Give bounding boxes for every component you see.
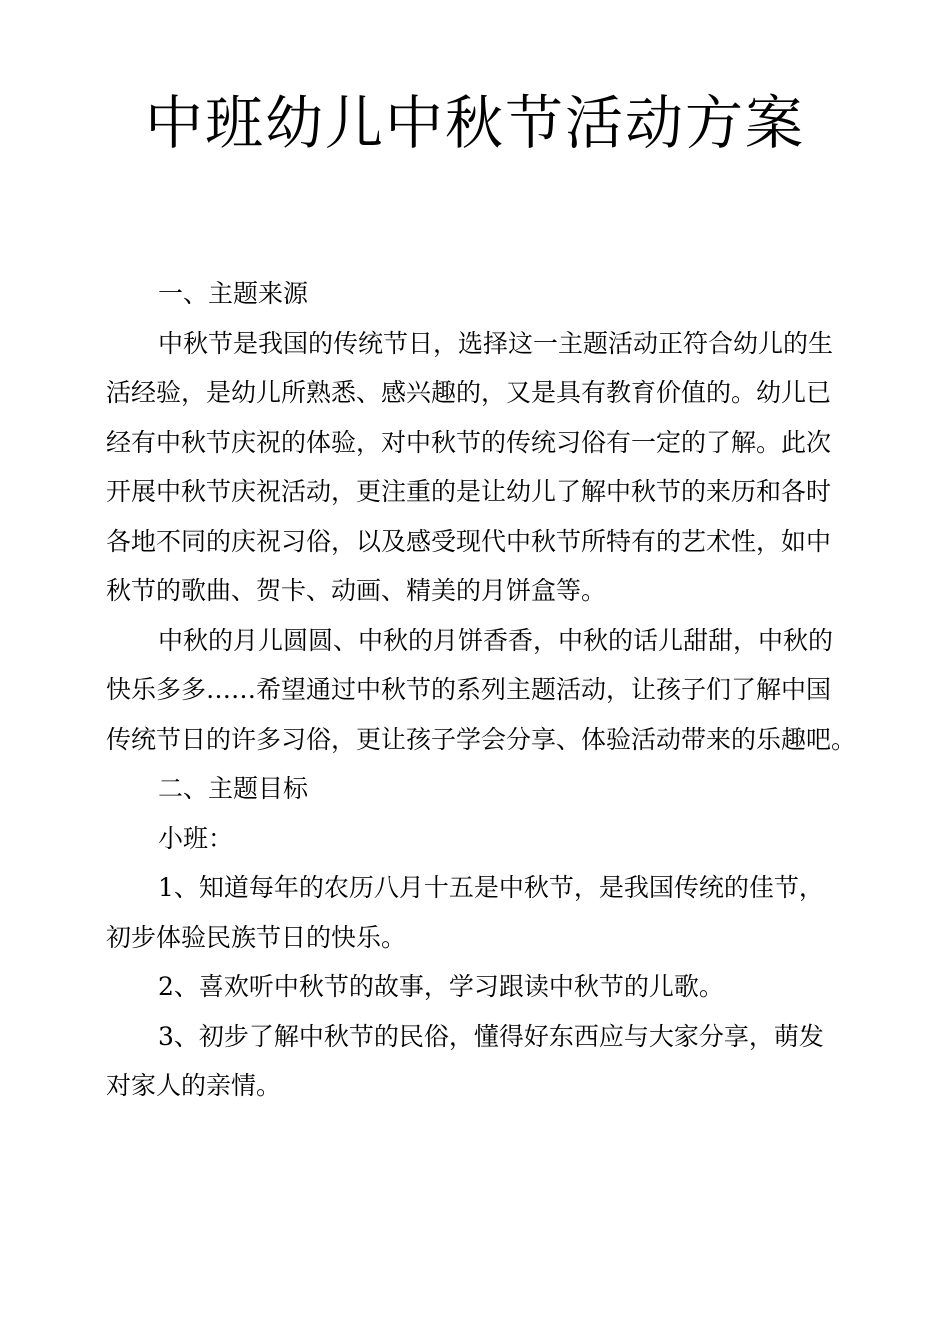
section-heading: 二、主题目标 xyxy=(158,774,309,803)
paragraph-line: 传统节日的许多习俗，更让孩子学会分享、体验活动带来的乐趣吧。 xyxy=(106,725,857,754)
paragraph-line: 开展中秋节庆祝活动，更注重的是让幼儿了解中秋节的来历和各时 xyxy=(106,477,832,506)
paragraph-line: 各地不同的庆祝习俗，以及感受现代中秋节所特有的艺术性，如中 xyxy=(106,527,832,556)
subheading: 小班： xyxy=(158,824,234,853)
section-heading: 一、主题来源 xyxy=(158,279,309,308)
list-item-continuation: 初步体验民族节日的快乐。 xyxy=(106,923,407,952)
paragraph-line: 活经验，是幼儿所熟悉、感兴趣的，又是具有教育价值的。幼儿已 xyxy=(106,378,832,407)
list-item: 1、知道每年的农历八月十五是中秋节，是我国传统的佳节， xyxy=(158,873,824,902)
document-title: 中班幼儿中秋节活动方案 xyxy=(144,89,805,157)
paragraph-line: 快乐多多……希望通过中秋节的系列主题活动，让孩子们了解中国 xyxy=(106,675,832,704)
list-item-continuation: 对家人的亲情。 xyxy=(106,1071,282,1100)
paragraph-line: 秋节的歌曲、贺卡、动画、精美的月饼盒等。 xyxy=(106,576,607,605)
paragraph-line: 中秋的月儿圆圆、中秋的月饼香香，中秋的话儿甜甜，中秋的 xyxy=(158,626,834,655)
paragraph-line: 中秋节是我国的传统节日，选择这一主题活动正符合幼儿的生 xyxy=(158,329,834,358)
paragraph-line: 经有中秋节庆祝的体验，对中秋节的传统习俗有一定的了解。此次 xyxy=(106,428,832,457)
list-item: 3、初步了解中秋节的民俗，懂得好东西应与大家分享，萌发 xyxy=(158,1022,824,1051)
list-item: 2、喜欢听中秋节的故事，学习跟读中秋节的儿歌。 xyxy=(158,972,724,1001)
